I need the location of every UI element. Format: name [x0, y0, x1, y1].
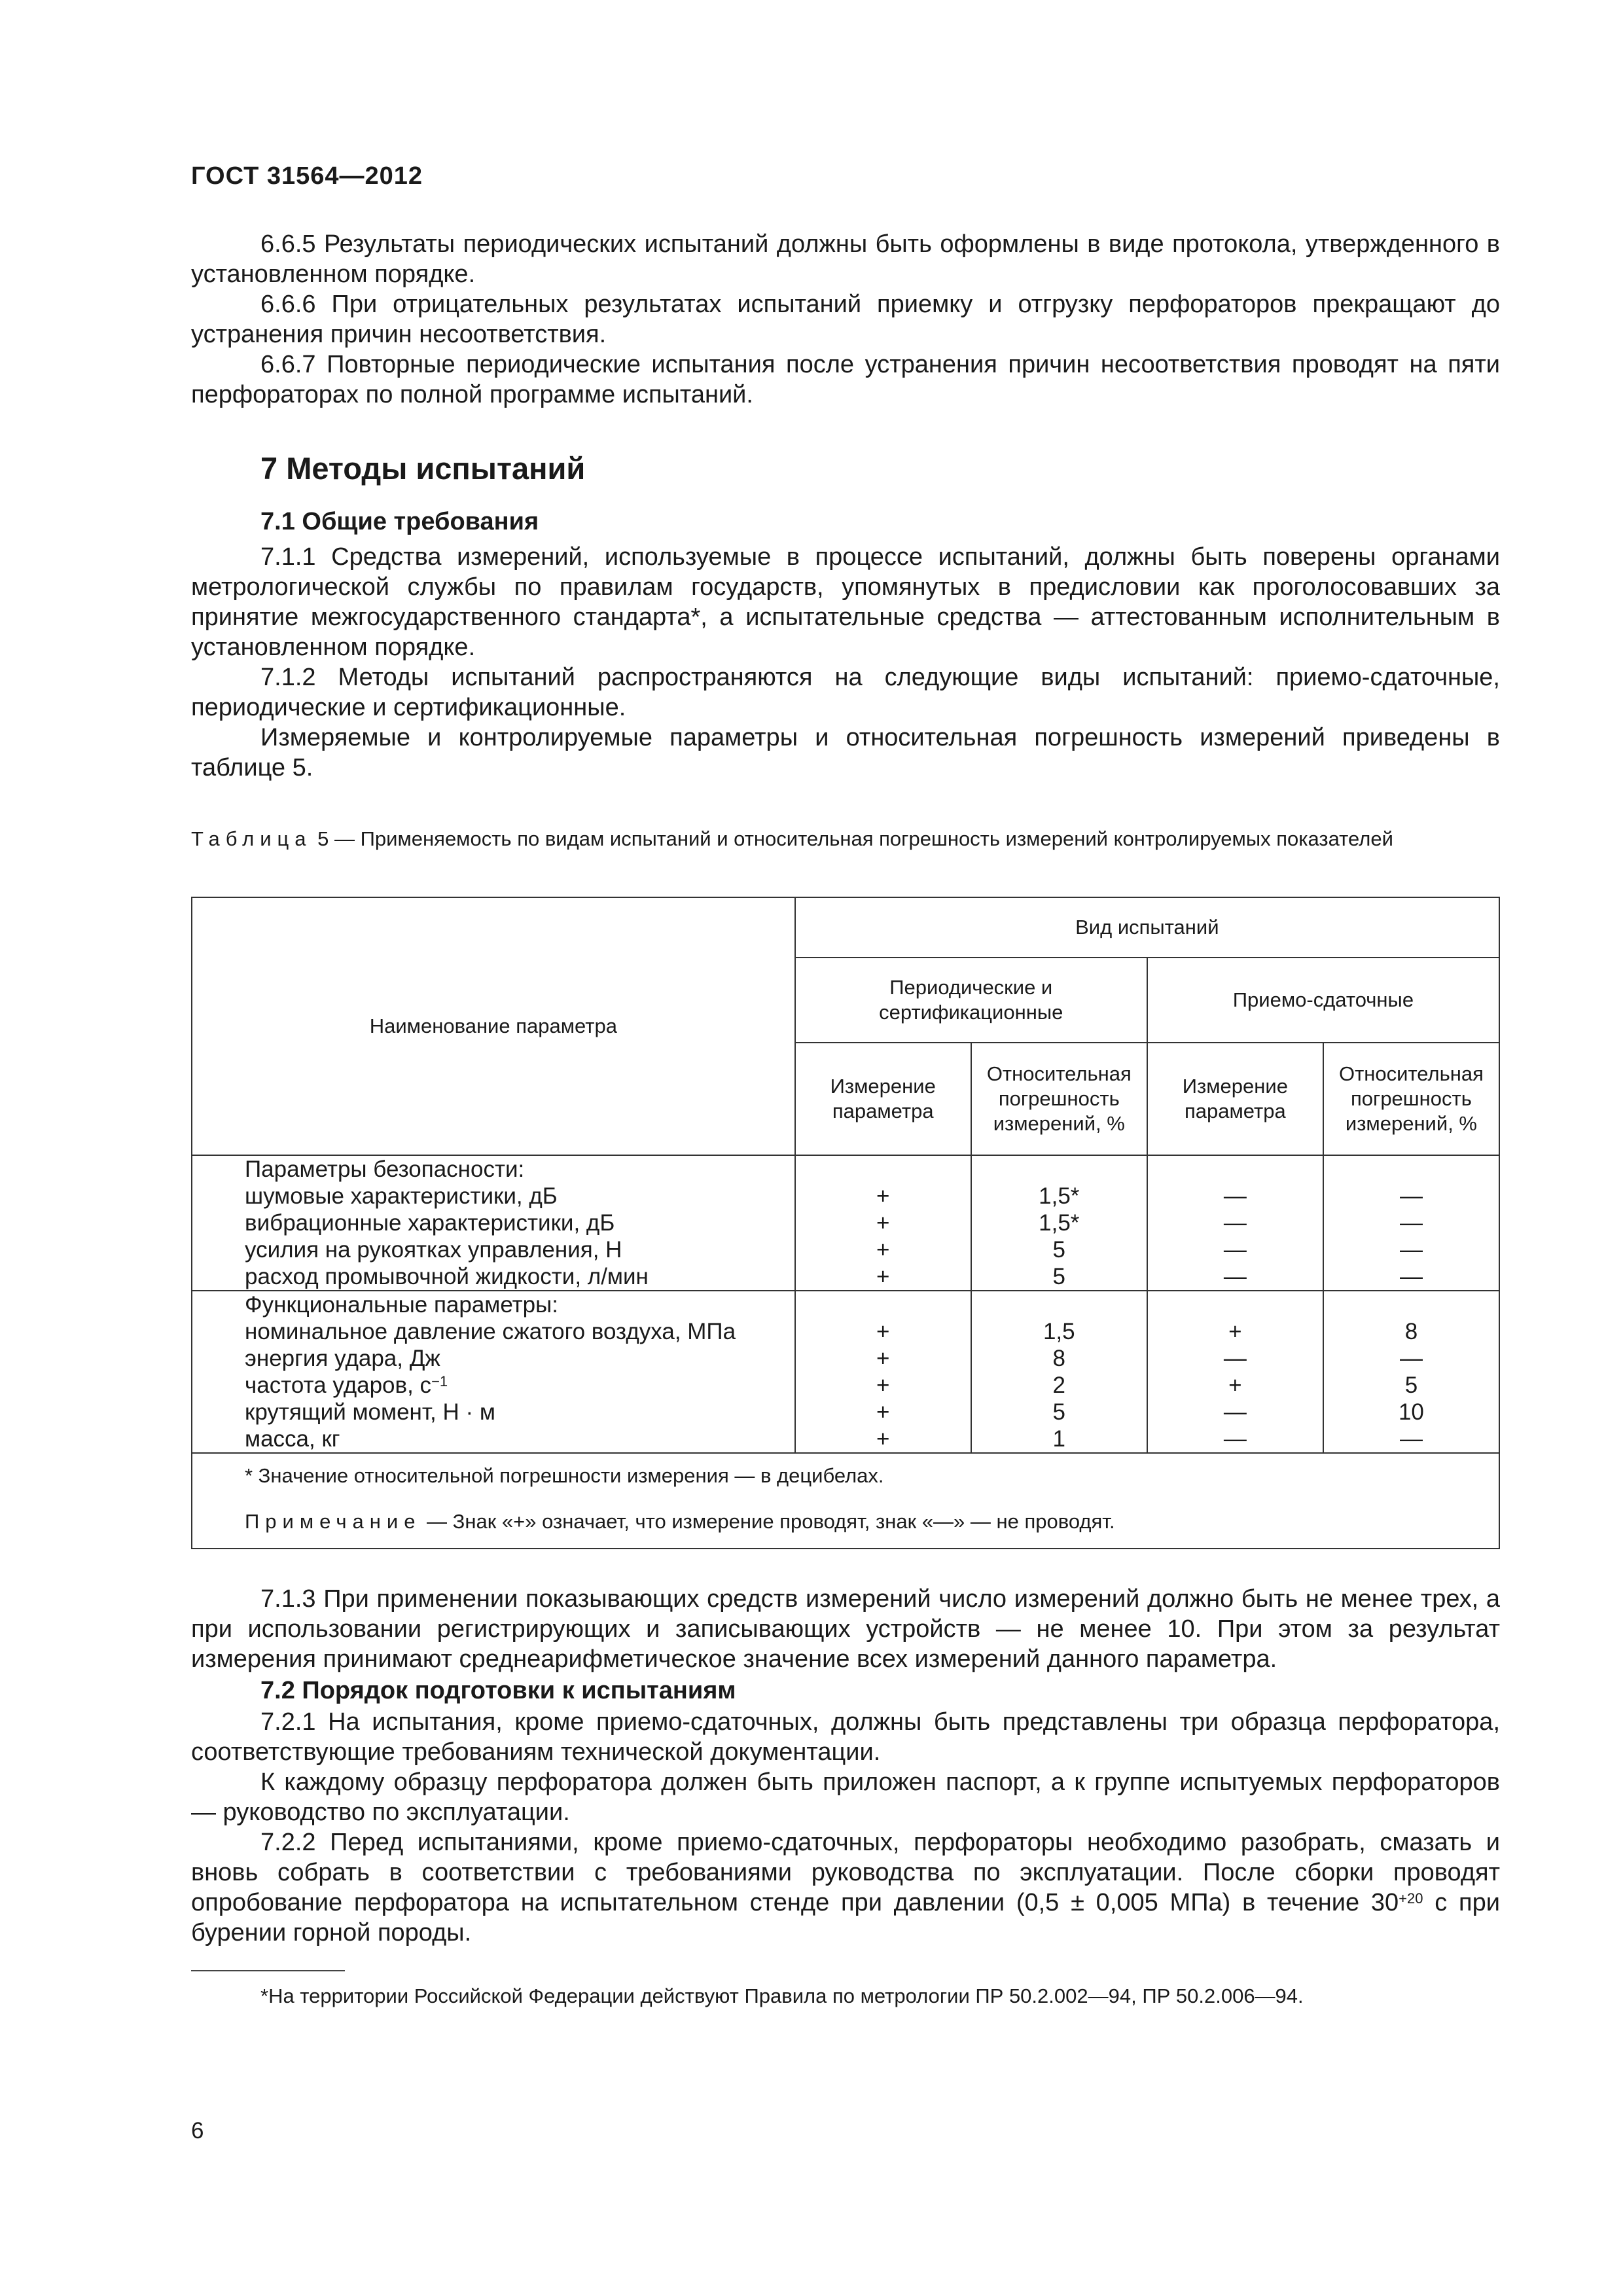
table-note-label: Примечание — [245, 1510, 421, 1533]
group-safety-acceptance-error — [1323, 1155, 1499, 1291]
cell-value: + — [1228, 1372, 1242, 1398]
cell-value: — — [1223, 1210, 1247, 1236]
cell-value: + — [876, 1426, 890, 1452]
cell-value: — — [1399, 1210, 1423, 1236]
table-notes — [192, 1453, 1499, 1549]
header-acceptance: Приемо-сдаточные — [1147, 958, 1499, 1043]
paragraph-6-6-6: 6.6.6 При отрицательных результатах испытаний приемку и отгрузку перфораторов прекращают до устранения причин несоответствия. — [191, 291, 1500, 348]
paragraph-7-2-2: 7.2.2 Перед испытаниями, кроме приемо-сдаточных, перфораторы необходимо разобрать, смазать и вновь собрать в соответствии с требованиями руководства по эксплуатации. После сборки проводят опробование перфоратора на испытательном стенде при давлении (0,5 ± 0,005 МПа) в течение $30^{+20}$ с при бурении горной породы. — [191, 1829, 1500, 1946]
group-functional-acceptance-error — [1323, 1291, 1499, 1453]
group-safety-acceptance-measure — [1147, 1155, 1323, 1291]
table-caption-text: 5 — Применяемость по видам испытаний и относительная погрешность измерений контролируемых показателей — [312, 827, 1393, 850]
group-functional-periodic-measure — [795, 1291, 971, 1453]
cell-value: + — [1228, 1319, 1242, 1344]
table-group-functional — [192, 1291, 1499, 1453]
cell-value: + — [876, 1319, 890, 1344]
cell-value: 5 — [1052, 1399, 1066, 1425]
superscript: +20 — [1399, 1890, 1423, 1907]
cell-value: + — [876, 1372, 890, 1398]
table-note-text: — Знак «+» означает, что измерение проводят, знак «—» — не проводят. — [421, 1510, 1115, 1533]
section-7-2-title: 7.2 Порядок подготовки к испытаниям — [260, 1677, 736, 1704]
cell-value: 5 — [1052, 1264, 1066, 1289]
paragraph-6-6-7: 6.6.7 Повторные периодические испытания после устранения причин несоответствия проводят на пяти перфораторах по полной программе испытаний. — [191, 351, 1500, 408]
header-acceptance-measure: Измерение параметра — [1147, 1043, 1323, 1155]
table-caption — [191, 826, 1500, 852]
param-name: масса, кг — [245, 1426, 340, 1452]
page-footnote: *На территории Российской Федерации действуют Правила по метрологии ПР 50.2.002—94, ПР 50.2.006—94. — [260, 1984, 1304, 2007]
cell-value: 5 — [1052, 1237, 1066, 1263]
table-note — [245, 1509, 1499, 1535]
cell-value: + — [876, 1346, 890, 1371]
header-periodic: Периодические и сертификационные — [795, 958, 1147, 1043]
cell-value: 1,5* — [1039, 1210, 1080, 1236]
cell-value: — — [1399, 1264, 1423, 1289]
paragraph-7-1-1: 7.1.1 Средства измерений, используемые в процессе испытаний, должны быть поверены органами метрологической службы по правилам государств, упомянутых в предисловии как проголосовавших за принятие межгосударственного стандарта*, а испытательные средства — аттестованным исполнительным в установленном порядке. — [191, 543, 1500, 661]
cell-value: — — [1399, 1183, 1423, 1209]
table-caption-label: Таблица — [191, 827, 312, 850]
cell-value: — — [1223, 1399, 1247, 1425]
cell-value: — — [1223, 1264, 1247, 1289]
cell-value: + — [876, 1210, 890, 1236]
cell-value: — — [1399, 1237, 1423, 1263]
param-name: энергия удара, Дж — [245, 1346, 440, 1371]
cell-value: — — [1399, 1346, 1423, 1371]
group-safety-names — [192, 1155, 795, 1291]
paragraph-7-1-2-b: Измеряемые и контролируемые параметры и относительная погрешность измерений приведены в таблице 5. — [191, 724, 1500, 781]
param-name: расход промывочной жидкости, л/мин — [245, 1264, 649, 1289]
cell-value: + — [876, 1183, 890, 1209]
param-name: номинальное давление сжатого воздуха, МПа — [245, 1319, 736, 1344]
group-functional-acceptance-measure — [1147, 1291, 1323, 1453]
paragraph-7-1-3: 7.1.3 При применении показывающих средств измерений число измерений должно быть не менее трех, а при использовании регистрирующих и записывающих устройств — не менее 10. При этом за результат измерения принимают среднеарифметическое значение всех измерений данного параметра. — [191, 1585, 1500, 1673]
cell-value: 8 — [1052, 1346, 1066, 1371]
param-name: вибрационные характеристики, дБ — [245, 1210, 615, 1236]
cell-value: + — [876, 1264, 890, 1289]
group-title: Параметры безопасности: — [245, 1157, 525, 1182]
cell-value: 10 — [1398, 1399, 1424, 1425]
group-title: Функциональные параметры: — [245, 1292, 559, 1318]
page-number: 6 — [191, 2118, 204, 2144]
footnote-divider — [191, 1970, 345, 1971]
header-periodic-measure: Измерение параметра — [795, 1043, 971, 1155]
param-name: шумовые характеристики, дБ — [245, 1183, 558, 1209]
header-test-kind: Вид испытаний — [795, 897, 1499, 958]
paragraph-6-6-5: 6.6.5 Результаты периодических испытаний должны быть оформлены в виде протокола, утвержденного в установленном порядке. — [191, 230, 1500, 288]
cell-value: 1,5* — [1039, 1183, 1080, 1209]
group-functional-names — [192, 1291, 795, 1453]
cell-value: 5 — [1404, 1372, 1418, 1398]
cell-value: — — [1223, 1426, 1247, 1452]
header-acceptance-error: Относительная погрешность измерений, % — [1323, 1043, 1499, 1155]
group-functional-periodic-error — [971, 1291, 1147, 1453]
param-name: усилия на рукоятках управления, Н — [245, 1237, 622, 1263]
cell-value: — — [1223, 1237, 1247, 1263]
cell-value: 8 — [1404, 1319, 1418, 1344]
cell-value: — — [1223, 1183, 1247, 1209]
param-name-with-sup: частота ударов, $с^{-1}$ — [245, 1372, 448, 1398]
table-5 — [191, 897, 1500, 1549]
superscript: −1 — [431, 1373, 448, 1390]
cell-value: 2 — [1052, 1372, 1066, 1398]
section-7-title: 7 Методы испытаний — [260, 451, 586, 486]
header-param-name: Наименование параметра — [192, 897, 795, 1155]
param-name: крутящий момент, Н · м — [245, 1399, 495, 1425]
cell-value: + — [876, 1399, 890, 1425]
cell-value: 1,5 — [1043, 1319, 1075, 1344]
header-periodic-error: Относительная погрешность измерений, % — [971, 1043, 1147, 1155]
table-group-safety — [192, 1155, 1499, 1291]
group-safety-periodic-error — [971, 1155, 1147, 1291]
cell-value: 1 — [1052, 1426, 1066, 1452]
document-header: ГОСТ 31564—2012 — [191, 162, 423, 190]
cell-value: + — [876, 1237, 890, 1263]
section-7-1-title: 7.1 Общие требования — [260, 508, 539, 535]
cell-value: — — [1399, 1426, 1423, 1452]
paragraph-7-2-1-b: К каждому образцу перфоратора должен быть приложен паспорт, а к группе испытуемых перфораторов — руководство по эксплуатации. — [191, 1768, 1500, 1826]
paragraph-7-1-2: 7.1.2 Методы испытаний распространяются на следующие виды испытаний: приемо-сдаточные, периодические и сертификационные. — [191, 664, 1500, 721]
cell-value: — — [1223, 1346, 1247, 1371]
table-footnote-star: * Значение относительной погрешности измерения — в децибелах. — [245, 1464, 884, 1487]
group-safety-periodic-measure — [795, 1155, 971, 1291]
paragraph-7-2-1: 7.2.1 На испытания, кроме приемо-сдаточных, должны быть представлены три образца перфоратора, соответствующие требованиям технической документации. — [191, 1708, 1500, 1766]
